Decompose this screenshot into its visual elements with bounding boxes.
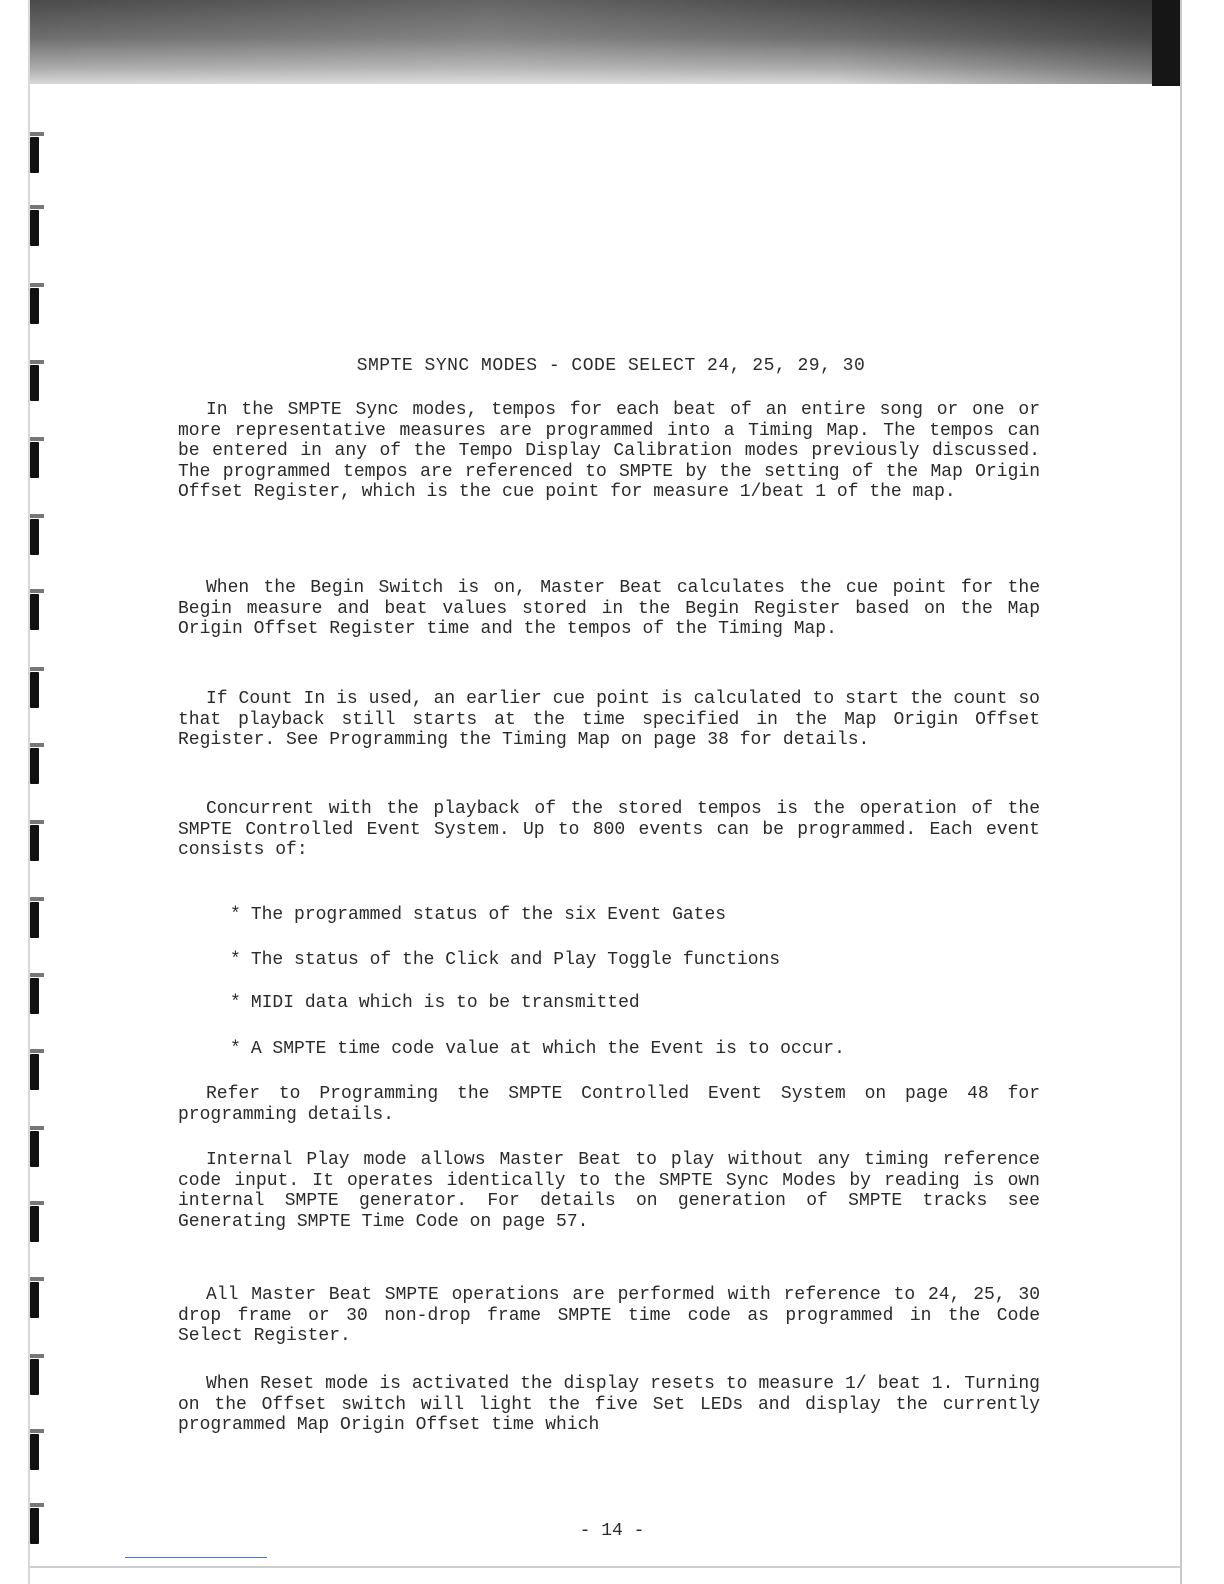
bullet-item xyxy=(230,950,780,970)
binding-hole xyxy=(30,210,39,246)
binding-hole xyxy=(30,825,39,861)
page-title: SMPTE SYNC MODES - CODE SELECT 24, 25, 29, 30 xyxy=(356,356,866,376)
binding-hole xyxy=(30,365,39,401)
page-number: - 14 - xyxy=(579,1521,645,1541)
paragraph xyxy=(178,578,1040,640)
bullet-item xyxy=(230,1039,845,1059)
binding-hole xyxy=(30,1359,39,1395)
binding-hole xyxy=(30,672,39,708)
bullet-mark: * xyxy=(230,993,241,1013)
paragraph-text: Internal Play mode allows Master Beat to play without any timing reference code input. It operates identically to the SMPTE Sync Modes by reading is own internal SMPTE generator. For details on generation of SMPTE tracks see Generating SMPTE Time Code on page 57. xyxy=(178,1150,1040,1232)
binding-hole xyxy=(30,1434,39,1470)
binding-hole xyxy=(30,442,39,478)
paragraph xyxy=(178,1374,1040,1436)
bottom-underline xyxy=(125,1557,267,1558)
binding-holes xyxy=(30,0,44,1584)
binding-hole xyxy=(30,1131,39,1167)
binding-hole xyxy=(30,137,39,173)
paragraph xyxy=(178,400,1040,503)
paragraph-text: Refer to Programming the SMPTE Controlled Event System on page 48 for programming details. xyxy=(178,1084,1040,1125)
paragraph xyxy=(178,1150,1040,1232)
binding-hole xyxy=(30,902,39,938)
binding-hole xyxy=(30,978,39,1014)
binding-hole xyxy=(30,1508,39,1544)
paragraph-text: All Master Beat SMPTE operations are performed with reference to 24, 25, 30 drop frame or 30 non-drop frame SMPTE time code as programmed in the Code Select Register. xyxy=(178,1285,1040,1346)
bullet-text: MIDI data which is to be transmitted xyxy=(250,993,640,1013)
binding-hole xyxy=(30,519,39,555)
binding-hole xyxy=(30,594,39,630)
scan-shadow-corner xyxy=(1152,0,1182,86)
binding-hole xyxy=(30,1054,39,1090)
page-edge-bottom xyxy=(30,1566,1180,1568)
bullet-item xyxy=(230,993,640,1013)
bullet-text: The programmed status of the six Event Gates xyxy=(250,905,727,925)
paragraph-text: When Reset mode is activated the display resets to measure 1/ beat 1. Turning on the Offset switch will light the five Set LEDs and display the currently programmed Map Origin Offset time which xyxy=(178,1374,1040,1435)
paragraph-text: In the SMPTE Sync modes, tempos for each beat of an entire song or one or more representative measures are programmed into a Timing Map. The tempos can be entered in any of the Tempo Display Calibration modes previously discussed. The programmed tempos are referenced to SMPTE by the setting of the Map Origin Offset Register, which is the cue point for measure 1/beat 1 of the map. xyxy=(178,400,1040,502)
binding-hole xyxy=(30,1206,39,1242)
bullet-mark: * xyxy=(230,905,241,925)
page-edge-right xyxy=(1180,0,1182,1584)
paragraph xyxy=(178,1285,1040,1347)
paragraph xyxy=(178,1084,1040,1125)
paragraph-text: When the Begin Switch is on, Master Beat calculates the cue point for the Begin measure and beat values stored in the Begin Register based on the Map Origin Offset Register time and the tempos of the Timing Map. xyxy=(178,578,1040,639)
bullet-item xyxy=(230,905,726,925)
scan-shadow-top xyxy=(30,0,1180,84)
bullet-text: A SMPTE time code value at which the Event is to occur. xyxy=(250,1039,845,1059)
paragraph-text: Concurrent with the playback of the stored tempos is the operation of the SMPTE Controlled Event System. Up to 800 events can be programmed. Each event consists of: xyxy=(178,799,1040,860)
binding-hole xyxy=(30,748,39,784)
bullet-mark: * xyxy=(230,950,241,970)
binding-hole xyxy=(30,1282,39,1318)
bullet-text: The status of the Click and Play Toggle functions xyxy=(250,950,781,970)
bullet-mark: * xyxy=(230,1039,241,1059)
paragraph-text: If Count In is used, an earlier cue point is calculated to start the count so that playback still starts at the time specified in the Map Origin Offset Register. See Programming the Timing Map on page 38 for details. xyxy=(178,689,1040,750)
paragraph xyxy=(178,689,1040,751)
paragraph xyxy=(178,799,1040,861)
binding-hole xyxy=(30,288,39,324)
